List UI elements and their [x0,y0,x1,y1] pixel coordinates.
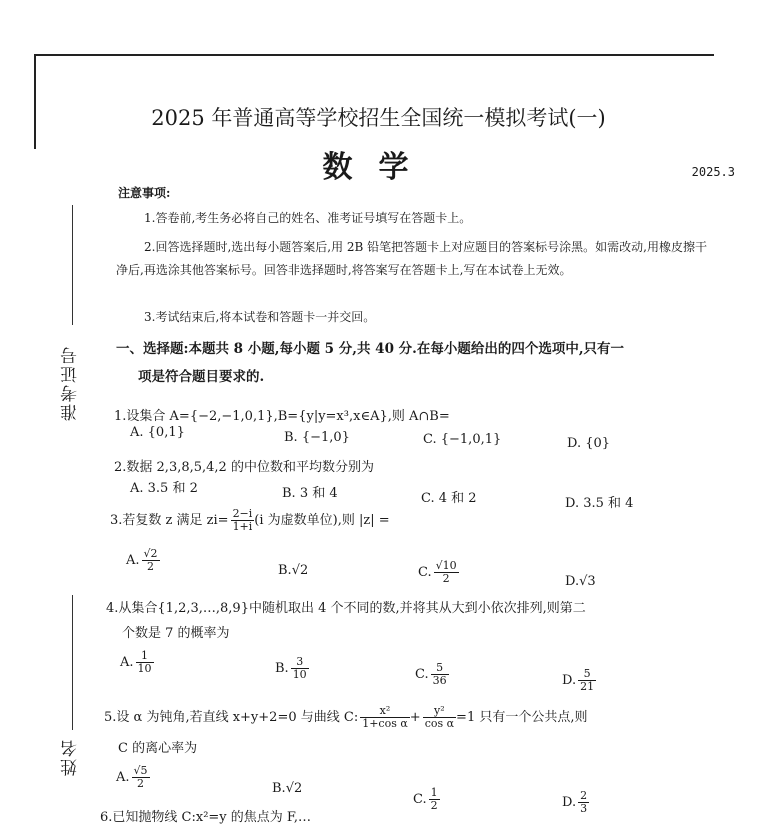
name-label: 姓名 [61,738,81,776]
q3-option-b-value: √2 [291,563,309,578]
q4-option-b-label: B. [275,661,289,676]
q2-option-b: B. 3 和 4 [282,486,338,501]
q5-option-a-label: A. [116,770,130,785]
q4-option-c-num: 5 [431,662,449,675]
q5-option-c [413,787,440,812]
q4-option-a-label: A. [120,655,134,670]
q3-option-a [126,548,160,573]
q4-option-c-label: C. [415,667,429,682]
q5-option-c-den: 2 [430,799,438,812]
q4-option-a [120,650,154,675]
q4-option-c [415,662,449,687]
q5-option-d-num: 2 [580,789,588,802]
q1-stem: 1.设集合 A={−2,−1,0,1},B={y|y=x³,x∈A},则 A∩B= [114,409,450,424]
notice-title: 注意事项: [118,186,171,200]
q4-option-d-den: 21 [580,680,595,693]
q3-option-b [278,563,308,578]
q4-option-a-den: 10 [137,662,152,675]
q5-stem-line1 [104,705,587,730]
q5-fraction-1-num: x² [360,705,410,718]
q1-option-a: A. {0,1} [130,425,185,440]
q3-option-b-label: B. [278,563,292,578]
section-heading-line2: 项是符合题目要求的. [138,369,265,385]
section-heading [116,335,716,391]
q3-fraction-den: 1+i [232,520,253,533]
q5-option-a-num: √5 [133,764,148,777]
q4-option-d [562,668,596,693]
q3-option-a-label: A. [126,553,140,568]
q2-stem: 2.数据 2,3,8,5,4,2 的中位数和平均数分别为 [114,460,374,475]
q5-stem-part1: 5.设 α 为钝角,若直线 x+y+2=0 与曲线 C: [104,710,359,725]
q3-fraction [231,508,255,533]
q3-option-d [565,574,596,589]
q4-stem-line2: 个数是 7 的概率为 [122,626,230,641]
q3-stem-part2: (i 为虚数单位),则 |z| = [254,513,390,528]
q3-stem [110,508,390,533]
q3-option-c [418,560,459,585]
q2-option-d: D. 3.5 和 4 [565,496,634,511]
q2-option-a: A. 3.5 和 2 [130,481,198,496]
exam-title: 2025 年普通高等学校招生全国统一模拟考试(一) [151,106,606,130]
q5-fraction-2-den: cos α [424,717,455,730]
q1-option-c: C. {−1,0,1} [423,432,502,447]
q4-option-d-num: 5 [578,668,596,681]
q5-option-b-value: √2 [285,781,303,796]
q5-option-c-num: 1 [430,786,438,799]
section-heading-line1: 一、选择题:本题共 8 小题,每小题 5 分,共 40 分.在每小题给出的四个选项中,只有一 [116,341,625,357]
subject-title: 数学 [322,150,435,185]
q5-option-d [562,790,589,815]
q5-option-d-label: D. [562,795,577,810]
q1-option-b: B. {−1,0} [284,430,350,445]
name-blank-line [72,595,73,730]
q5-option-b-label: B. [272,781,286,796]
q5-option-d-den: 3 [580,802,588,815]
top-border-line [34,54,714,56]
q5-fraction-1-den: 1+cos α [362,717,408,730]
q5-option-a [116,765,150,790]
q3-option-a-den: 2 [147,560,155,573]
q3-option-a-num: √2 [143,547,158,560]
q3-option-d-label: D. [565,574,580,589]
q4-option-b [275,656,309,681]
exam-date: 2025.3 [691,165,735,179]
q3-stem-part1: 3.若复数 z 满足 zi= [110,513,229,528]
q4-option-d-label: D. [562,673,577,688]
notice-item-3: 3.考试结束后,将本试卷和答题卡一并交回。 [144,310,376,324]
exam-id-blank-line [72,205,73,325]
q3-option-c-label: C. [418,565,432,580]
q5-fraction-1 [360,705,410,730]
notice-item-2: 2.回答选择题时,选出每小题答案后,用 2B 铅笔把答题卡上对应题目的答案标号涂黑。如需改动,用橡皮擦干净后,再选涂其他答案标号。回答非选择题时,将答案写在答题卡上,写在本试卷上无效。 [116,240,707,277]
q5-option-b [272,781,302,796]
q5-stem-line2: C 的离心率为 [118,741,198,756]
q2-option-c: C. 4 和 2 [421,491,477,506]
q6-stem-partial: 6.已知抛物线 C:x²=y 的焦点为 F,… [100,810,312,825]
q5-stem-part2: =1 只有一个公共点,则 [456,710,588,725]
q4-stem-line1: 4.从集合{1,2,3,…,8,9}中随机取出 4 个不同的数,并将其从大到小依次排列,则第二 [106,601,586,616]
exam-id-label: 准考证号 [61,345,81,421]
notice-item-1: 1.答卷前,考生务必将自己的姓名、准考证号填写在答题卡上。 [144,211,472,225]
q4-option-c-den: 36 [432,674,447,687]
q3-option-c-den: 2 [442,572,450,585]
q5-fraction-2 [423,705,456,730]
q4-option-a-num: 1 [136,650,154,663]
q5-option-c-label: C. [413,792,427,807]
q3-option-d-value: √3 [579,574,596,589]
q5-option-a-den: 2 [137,777,145,790]
q4-option-b-num: 3 [291,656,309,669]
q4-option-b-den: 10 [292,668,307,681]
q5-fraction-2-num: y² [423,705,456,718]
q3-fraction-num: 2−i [232,507,253,520]
q1-option-d: D. {0} [567,436,611,451]
q5-plus: + [409,710,421,725]
q3-option-c-num: √10 [435,559,457,572]
